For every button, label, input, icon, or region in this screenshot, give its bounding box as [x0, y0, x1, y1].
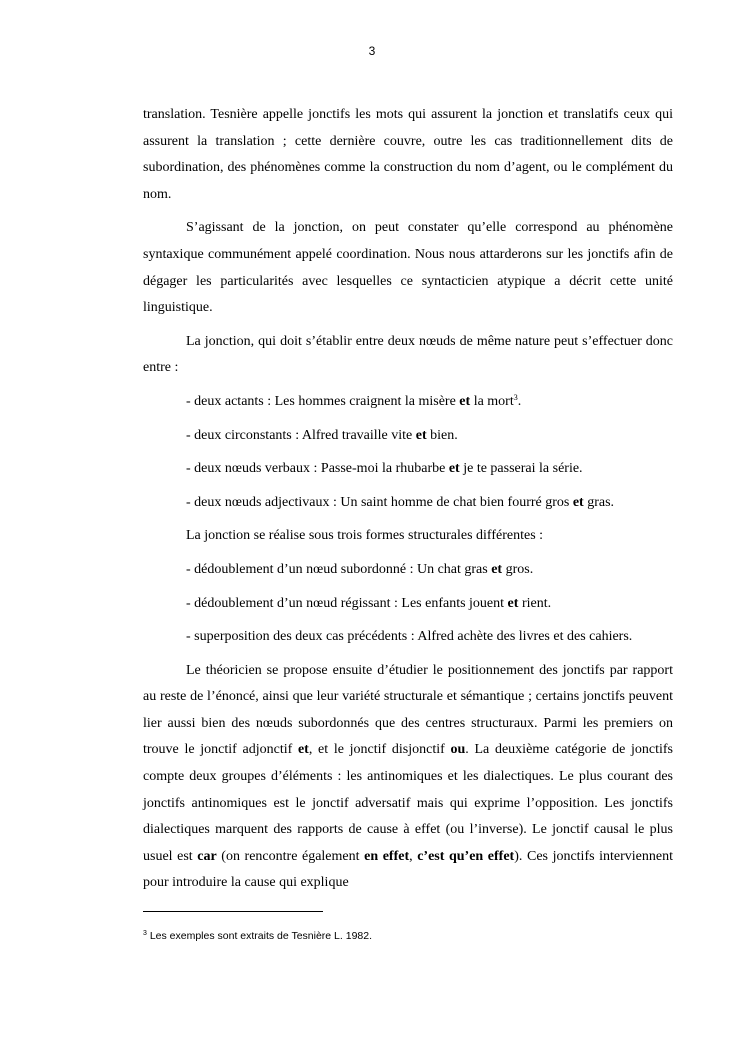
page-number: 3 — [368, 44, 376, 58]
example-item: - deux nœuds verbaux : Passe-moi la rhubarbe et je te passerai la série. — [186, 461, 583, 477]
footnote-ref[interactable]: 3 — [513, 392, 518, 402]
footnote-separator — [143, 911, 323, 912]
example-item: La jonction se réalise sous trois formes structurales différentes : — [186, 528, 544, 544]
example-item: - deux actants : Les hommes craignent la misère et la mort$^3$. — [186, 392, 522, 409]
paragraph: S’agissant de la jonction, on peut constater qu’elle correspond au phénomène syntaxique communément appelé coordination. Nous nous attarderons sur les jonctifs afin de dégager les particularités avec lesquelles ce syntacticien atypique a décrit cette unité linguistique. — [143, 220, 673, 316]
footnote: $^3$ Les exemples sont extraits de Tesnière L. 1982. — [143, 930, 373, 942]
body-text — [143, 102, 673, 904]
example-item: - deux circonstants : Alfred travaille vite et bien. — [186, 427, 458, 443]
example-item: - dédoublement d’un nœud subordonné : Un chat gras et gros. — [186, 561, 534, 577]
example-item: - dédoublement d’un nœud régissant : Les enfants jouent et rient. — [186, 595, 552, 611]
paragraph: translation. Tesnière appelle jonctifs les mots qui assurent la jonction et translatifs ceux qui assurent la translation ; cette dernière couvre, outre les cas traditionnellement dits de subordination, des phénomènes comme la construction du nom d’agent, ou le complément du nom. — [143, 107, 673, 202]
example-item: - superposition des deux cas précédents : Alfred achète des livres et des cahiers. — [186, 629, 633, 645]
example-item: - deux nœuds adjectivaux : Un saint homme de chat bien fourré gros et gras. — [186, 494, 615, 510]
paragraph: La jonction, qui doit s’établir entre deux nœuds de même nature peut s’effectuer donc entre : — [143, 333, 673, 376]
paragraph: Le théoricien se propose ensuite d’étudier le positionnement des jonctifs par rapport au reste de l’énoncé, ainsi que leur variété structurale et sémantique ; certains jonctifs peuvent lier aussi bien des nœuds subordonnés que des centres structuraux. Parmi les premiers on trouve le jonctif adjonctif et, et le jonctif disjonctif ou. La deuxième catégorie de jonctifs compte deux groupes d’éléments : les antinomiques et les dialectiques. Le plus courant des jonctifs antinomiques est le jonctif adversatif mais qui exprime l’opposition. Les jonctifs dialectiques marquent des rapports de cause à effet (ou l’inverse). Le jonctif causal le plus usuel est car (on rencontre également en effet, c’est qu’en effet). Ces jonctifs interviennent pour introduire la cause qui explique — [143, 662, 674, 891]
